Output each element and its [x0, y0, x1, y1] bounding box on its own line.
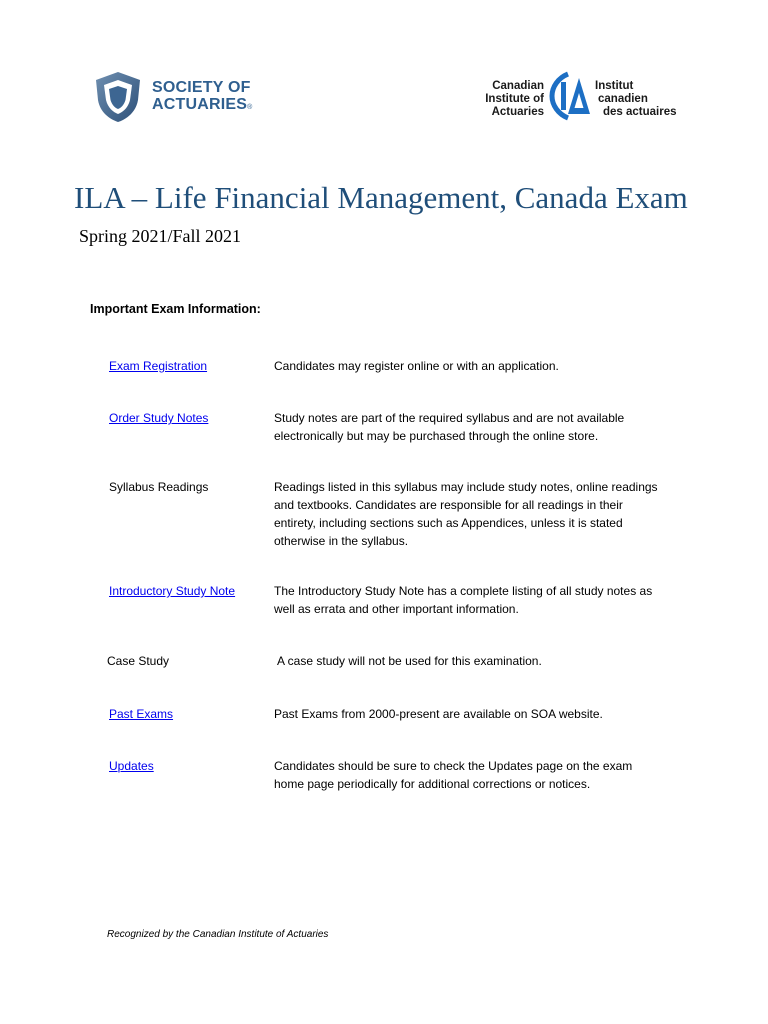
cia-english-line: Canadian [492, 80, 544, 92]
cia-logo-french [595, 80, 677, 119]
exam-registration-description: Candidates may register online or with an application. [274, 359, 559, 373]
case-study-label: Case Study [107, 654, 170, 668]
soa-logo-text [152, 79, 253, 116]
introductory-study-note-description: The Introductory Study Note has a complete listing of all study notes as well as errata and other important information. [274, 584, 653, 616]
soa-logo-line1: SOCIETY OF [152, 79, 251, 96]
syllabus-readings-label: Syllabus Readings [109, 480, 209, 494]
cia-french-line: canadien [598, 93, 648, 105]
order-study-notes-link[interactable]: Order Study Notes [109, 411, 209, 425]
past-exams-link[interactable]: Past Exams [109, 707, 174, 721]
case-study-description: A case study will not be used for this examination. [277, 654, 542, 668]
cia-monogram-icon [548, 70, 594, 122]
shield-icon [92, 70, 144, 124]
soa-logo-line2: ACTUARIES [152, 96, 248, 113]
introductory-study-note-link[interactable]: Introductory Study Note [109, 584, 236, 598]
updates-link[interactable]: Updates [109, 759, 154, 773]
cia-french-line: Institut [595, 80, 634, 92]
cia-french-line: des actuaires [603, 106, 677, 118]
syllabus-readings-description: Readings listed in this syllabus may include study notes, online readings and textbooks. Candidates are responsible for all readings in their entirety, including sections such as Appendices, unless it is stated otherwise in the syllabus. [274, 480, 658, 548]
exam-registration-link[interactable]: Exam Registration [109, 359, 208, 373]
registered-mark: ® [247, 104, 253, 111]
document-subtitle: Spring 2021/Fall 2021 [79, 226, 242, 246]
section-heading: Important Exam Information: [90, 302, 261, 316]
soa-logo [92, 70, 272, 126]
recognition-note: Recognized by the Canadian Institute of Actuaries [107, 929, 329, 940]
document-title: ILA – Life Financial Management, Canada Exam [74, 180, 688, 215]
cia-english-line: Actuaries [491, 106, 544, 118]
order-study-notes-description: Study notes are part of the required syllabus and are not available electronically but may be purchased through the online store. [274, 411, 625, 443]
updates-description: Candidates should be sure to check the Updates page on the exam home page periodically for additional corrections or notices. [274, 759, 633, 791]
cia-logo-english [485, 80, 544, 119]
cia-english-line: Institute of [485, 93, 544, 105]
cia-logo [482, 68, 692, 124]
past-exams-description: Past Exams from 2000-present are available on SOA website. [274, 707, 603, 721]
